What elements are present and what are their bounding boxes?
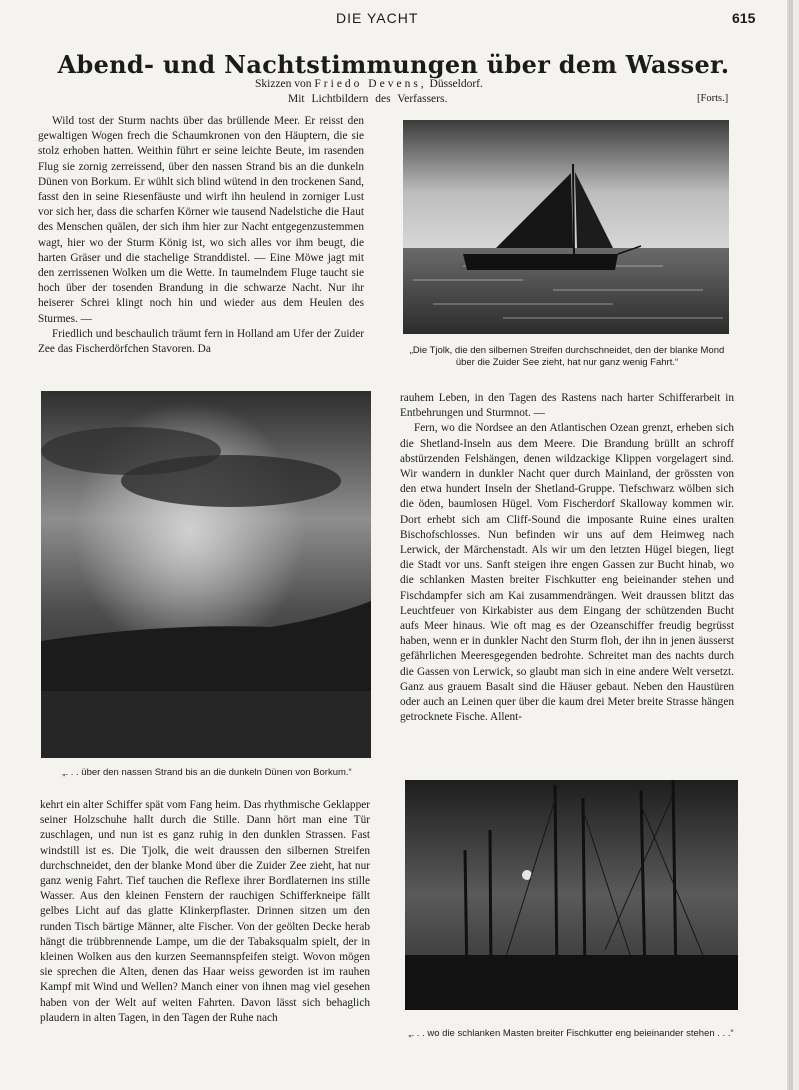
article-title: Abend- und Nachtstimmungen über dem Wasser. (57, 50, 730, 79)
sailboat-caption: „Die Tjolk, die den silbernen Streifen durchschneidet, den der blanke Mond über die Zuider See zieht, hat nur ganz wenig Fahrt.“ (409, 345, 725, 368)
page-number: 615 (732, 10, 756, 26)
text-column-left-top (38, 114, 364, 357)
author-city: Düsseldorf. (429, 78, 483, 90)
photo-credit: Mit Lichtbildern des Verfassers. (288, 93, 448, 105)
paragraph: Wild tost der Sturm nachts über das brüllende Meer. Er reisst den gewaltigen Wogen frech die Schaumkronen von den Häuptern, die sie stolz erhoben hatten. Weithin führt er seine leichte Beute, im rasenden Flug sie zornig zerreissend, über den nassen Strand bis an die dunkeln Dünen von Borkum. Er wühlt sich blind wütend in den trockenen Sand, fasst den in seine Riesenfäuste und wirft ihn heulend in zorniger Lust vor sich her, dass die scharfen Körner wie tausend Nadelstiche die Haut des Menschen quälen, der sich ihm hier zur Nacht entgegenzustemmen wagt, hier wo der Sturm König ist, wo sich alles vor ihm beugt, die harten Gräser und die stachelige Stranddistel. — Eine Möwe jagt mit den zerrissenen Wolken um die Wette. In taumelndem Fluge taucht sie hoch über der tosenden Brandung in die schwarze Nacht. Nur ihr heiserer Schrei klingt noch hin und wieder aus dem Heulen des Sturmes. — (38, 115, 364, 325)
masts-photo (405, 780, 738, 1010)
paragraph: Fern, wo die Nordsee an den Atlantischen Ozean grenzt, erheben sich die Shetland-Inseln aus dem Meere. Die Brandung brüllt an schroff abstürzenden Felshängen, denen wildzackige Klippen vorgelagert sind. Wir wandern in dunkler Nacht quer durch Mainland, der grössten von den etwa hundert Inseln der Shetland-Gruppe. Tiefschwarz wölben sich die öden, baumlosen Hügel. Vom Fischerdorf Skalloway kommen wir. Dort erhebt sich am Cliff-Sound die imposante Ruine eines uralten Bischofschlosses. Nun befinden wir uns auf dem Heimweg nach Lerwick, der Märchenstadt. Als wir um den letzten Hügel biegen, liegt die Stadt vor uns. Sanft steigen ihre engen Gassen zur Bucht hinab, wo die schlanken Masten breiter Fischkutter eng beieinander stehen und Fischdampfer sich am Kai zusammendrängen. Weit draussen blitzt das Leuchtfeuer von Kirkabister aus dem Eingang der schützenden Bucht aufs Meer hinaus. Wie oft mag es der Ozeanschiffer freudig begrüsst haben, wenn er in dunkler Nacht den Sturm floh, der ihn in jenen äusserst gefährlichen Meeresgegenden bedrohte. Schreitet man des nachts durch die Gassen von Lerwick, so glaubt man sich in eine andere Welt versetzt. Ganz aus grauem Basalt sind die Häuser gebaut. Neben den Haustüren oder auch an Leinen quer über die kaum drei Meter breite Strasse hängen getrocknete Fische. Allent- (400, 422, 734, 724)
paragraph: Friedlich und beschaulich träumt fern in Holland am Ufer der Zuider Zee das Fischerdörfchen Stavoren. Da (38, 327, 364, 356)
running-head (0, 10, 787, 30)
sailboat-photo (403, 120, 729, 334)
paragraph: kehrt ein alter Schiffer spät vom Fang heim. Das rhythmische Geklapper seiner Holzschuhe hallt durch die Stille. Dann hört man eine Tür zuschlagen, und nun ist es ganz ruhig in den dunklen Strassen. Fast windstill ist es. Die Tjolk, die weit draussen den silbernen Streifen durchschneidet, den der blanke Mond über die Zuider Zee zieht, hat nur ganz wenig Fahrt. Tief tauchen die Reflexe ihrer Bordlaternen ins stille Wasser. Aus den kleinen Fenstern der rauchigen Schifferkneipe fällt gelbes Licht auf das glatte Klinkerpflaster. Drinnen sitzen um den runden Tisch bärtige Männer, alte Fischer. Von der geölten Decke herab hängt die trübbrennende Lampe, um die der Tabaksqualm spielt, der in kleinen Wolken aus den kurzen Seemannspfeifen steigt. Wovon mögen sie sprechen die Alten, denen das Haar weiss geworden ist im rauhen Kampf mit Wind und Wellen? Manch einer von ihnen mag viel gesehen haben von der Welt auf weiten Fahrten. Davon lässt sich behaglich plaudern in alten Tagen, in den Tagen der Ruhe nach (40, 799, 370, 1024)
clouds-photo (41, 391, 371, 758)
clouds-caption: „. . . über den nassen Strand bis an die dunkeln Dünen von Borkum.“ (62, 767, 352, 778)
journal-title: DIE YACHT (336, 10, 419, 26)
author-name: Friedo Devens, (314, 78, 427, 90)
continued-marker: [Forts.] (697, 93, 729, 104)
paragraph: rauhem Leben, in den Tagen des Rastens nach harter Schifferarbeit in Entbehrungen und Sturmnot. — (400, 392, 734, 420)
byline-prefix: Skizzen von (255, 78, 312, 90)
article-byline (255, 78, 483, 90)
text-column-right-middle (400, 391, 734, 725)
masts-caption: „. . . wo die schlanken Masten breiter Fischkutter eng beieinander stehen . . .“ (408, 1028, 734, 1039)
text-column-left-bottom (40, 798, 370, 1026)
